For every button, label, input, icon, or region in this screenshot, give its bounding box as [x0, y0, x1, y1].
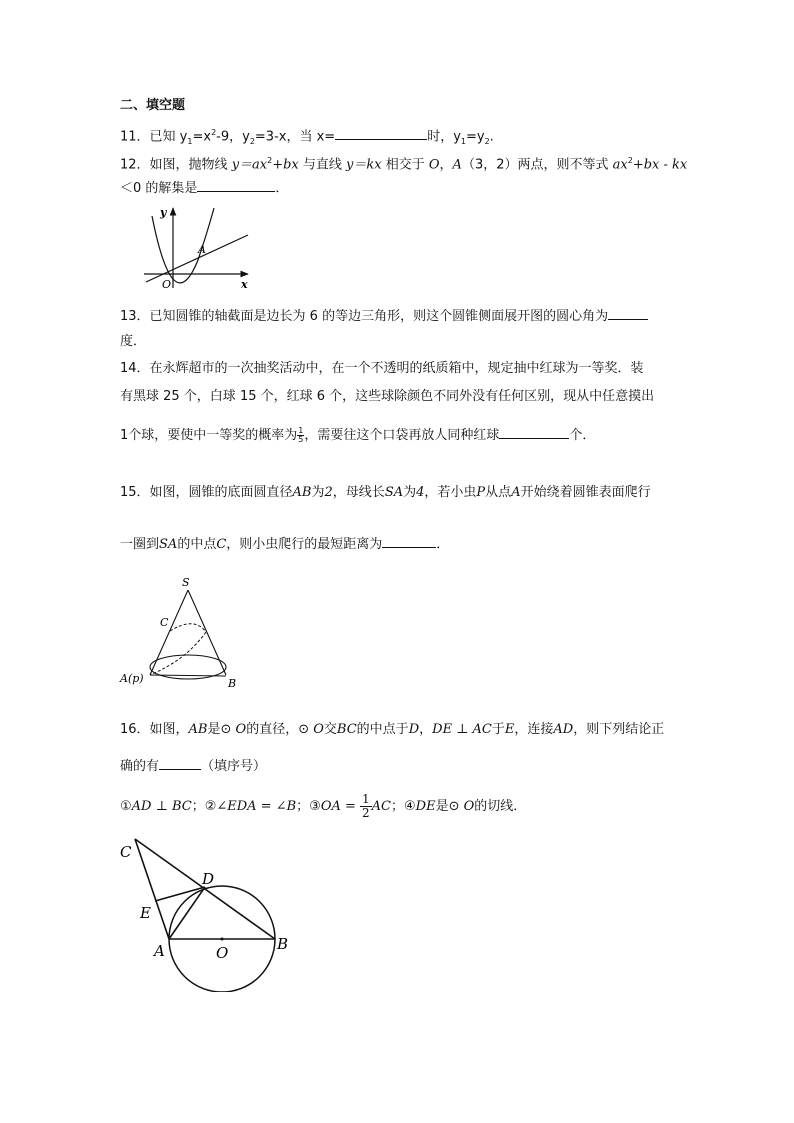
label-y: y [160, 206, 167, 219]
label-ap: A(p) [120, 672, 144, 685]
center-point [221, 938, 224, 941]
label-o: O [216, 944, 229, 962]
answer-blank-11[interactable] [335, 126, 427, 140]
parabola-line-figure [138, 202, 256, 292]
label-c: C [120, 843, 132, 861]
path-front-dashed [150, 632, 206, 675]
answer-blank-12[interactable] [197, 178, 275, 192]
label-b: B [228, 677, 237, 690]
label-d: D [202, 870, 215, 888]
answer-blank-15[interactable] [382, 534, 436, 548]
path-back-dashed [170, 624, 206, 632]
label-s: S [182, 576, 190, 589]
question-16-choices: ①AD ⊥ BC；②∠EDA = ∠B；③OA = $\frac{1}{2}$ AC；④DE是⊙ O的切线． [120, 792, 527, 820]
cone-figure [116, 572, 246, 698]
answer-blank-13[interactable] [608, 306, 648, 320]
cone-left-edge [150, 590, 188, 675]
line-kx [146, 235, 248, 282]
question-12-line-2: ＜0 的解集是 ． [120, 178, 288, 198]
cone-right-edge [188, 590, 226, 675]
question-13-line-2: 度． [120, 334, 147, 349]
segment-cb [135, 839, 275, 939]
answer-blank-16[interactable] [159, 756, 201, 770]
question-12-line-1: 12．如图，抛物线 $y=ax^2+bx$ 与直线 y＝kx 相交于 O，A（3，2）两点，则不等式 $ax^2+bx$ - kx [120, 156, 688, 173]
label-a: A [198, 243, 206, 256]
section-title: 二、填空题 [120, 98, 186, 113]
circle-triangle-figure [112, 832, 302, 992]
segment-ca [135, 839, 169, 939]
answer-blank-14[interactable] [499, 425, 569, 439]
label-x: x [241, 278, 248, 291]
question-14-line-1: 14．在永辉超市的一次抽奖活动中，在一个不透明的纸质箱中，规定抽中红球为一等奖．装 [120, 361, 644, 376]
question-11: 11．已知 $y_1=x^2-9$，$y_2=3-x$，当 x= 时，$y_1=y_2$. [120, 128, 494, 146]
half-fraction: $\frac{1}{2}$ [362, 792, 370, 820]
question-16-line-2: 确的有 （填序号） [120, 756, 266, 776]
probability-fraction: $\frac{1}{5}$ [298, 426, 304, 444]
question-15-line-1: 15．如图，圆锥的底面圆直径AB为2，母线长SA为4，若小虫P从点A开始绕着圆锥表面爬行 [120, 485, 651, 500]
label-e: E [140, 904, 151, 922]
label-a: A [154, 942, 165, 960]
label-o: O [162, 278, 172, 291]
label-c: C [160, 616, 169, 629]
question-13-line-1: 13．已知圆锥的轴截面是边长为 6 的等边三角形，则这个圆锥侧面展开图的圆心角为 [120, 306, 648, 326]
label-b: B [277, 935, 289, 953]
question-15-line-2: 一圈到SA的中点C，则小虫爬行的最短距离为 ． [120, 534, 449, 554]
question-16-line-1: 16．如图，AB是⊙ O的直径，⊙ O交BC的中点于D，DE ⊥ AC于E，连接AD，则下列结论正 [120, 722, 665, 737]
question-14-line-2: 有黑球 25 个，白球 15 个，红球 6 个，这些球除颜色不同外没有任何区别，现从中任意摸出 [120, 389, 655, 404]
question-14-line-3: 1个球，要使中一等奖的概率为 $\frac{1}{5}$ ，需要往这个口袋再放人同种红球 个． [120, 426, 596, 444]
